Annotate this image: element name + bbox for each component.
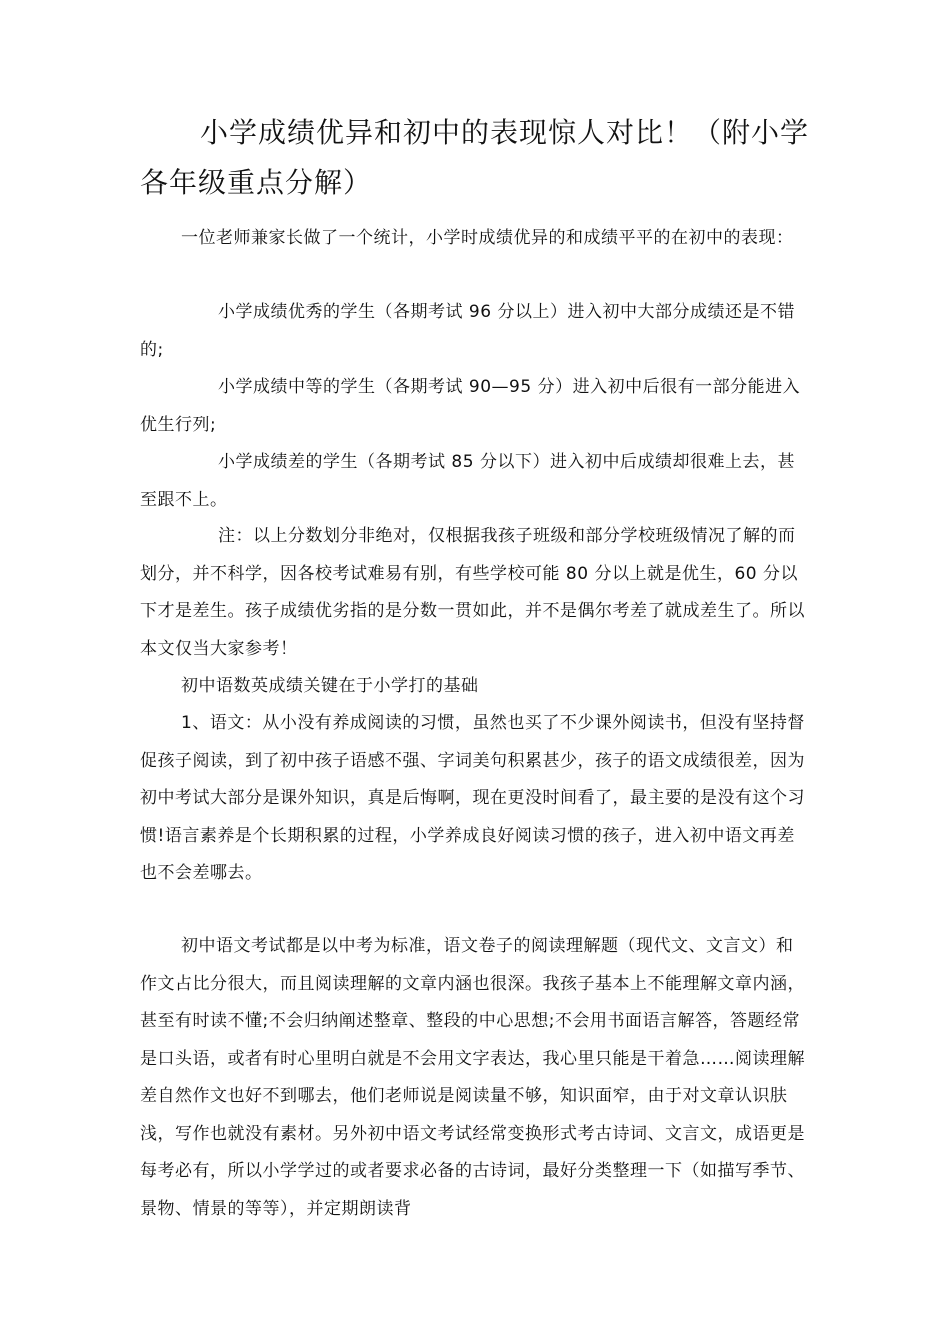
weak-students-paragraph: 小学成绩差的学生（各期考试 85 分以下）进入初中后成绩却很难上去，甚至跟不上。 [140,452,795,510]
middle-students-paragraph: 小学成绩中等的学生（各期考试 90—95 分）进入初中后很有一部分能进入优生行列; [140,377,801,435]
document-title: 小学成绩优异和初中的表现惊人对比！（附小学各年级重点分解） [140,116,810,199]
top-students-paragraph: 小学成绩优秀的学生（各期考试 96 分以上）进入初中大部分成绩还是不错的; [140,302,795,360]
note-paragraph: 注：以上分数划分非绝对，仅根据我孩子班级和部分学校班级情况了解的而划分，并不科学，因各校考试难易有别，有些学校可能 80 分以上就是优生，60 分以下才是差生。孩子成绩优劣指的是分数一贯如此，并不是偶尔考差了就成差生了。所以本文仅当大家参考！ [140,526,805,659]
intro-paragraph: 一位老师兼家长做了一个统计，小学时成绩优异的和成绩平平的在初中的表现： [181,228,794,248]
section-heading: 初中语数英成绩关键在于小学打的基础 [181,676,479,696]
chinese-paragraph: 1、语文：从小没有养成阅读的习惯，虽然也买了不少课外阅读书，但没有坚持督促孩子阅读，到了初中孩子语感不强、字词美句积累甚少，孩子的语文成绩很差，因为初中考试大部分是课外知识，真是后悔啊，现在更没时间看了，最主要的是没有这个习惯!语言素养是个长期积累的过程，小学养成良好阅读习惯的孩子，进入初中语文再差也不会差哪去。 [140,713,805,883]
chinese-exam-paragraph: 初中语文考试都是以中考为标准，语文卷子的阅读理解题（现代文、文言文）和作文占比分很大，而且阅读理解的文章内涵也很深。我孩子基本上不能理解文章内涵，甚至有时读不懂;不会归纳阐述整章、整段的中心思想;不会用书面语言解答，答题经常是口头语，或者有时心里明白就是不会用文字表达，我心里只能是干着急……阅读理解差自然作文也好不到哪去，他们老师说是阅读量不够，知识面窄，由于对文章认识肤浅，写作也就没有素材。另外初中语文考试经常变换形式考古诗词、文言文，成语更是每考必有，所以小学学过的或者要求必备的古诗词，最好分类整理一下（如描写季节、景物、情景的等等），并定期朗读背 [140,936,805,1219]
